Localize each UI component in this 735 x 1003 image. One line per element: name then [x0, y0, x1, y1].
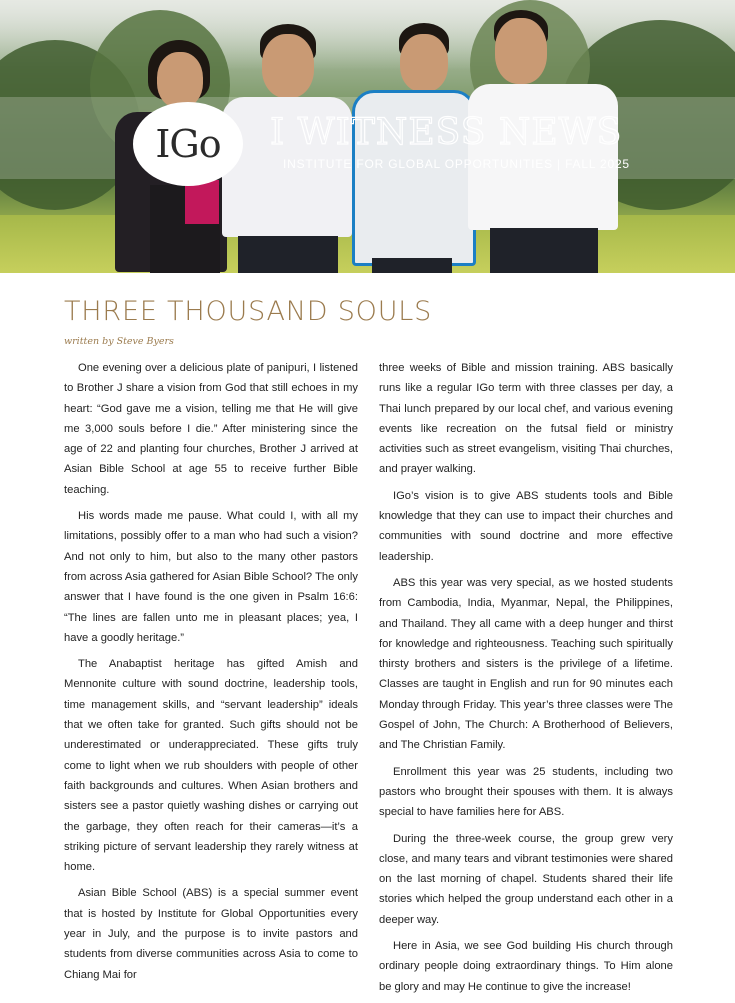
- paragraph: ABS this year was very special, as we hosted students from Cambodia, India, Myanmar, Nepal, the Philippines, and Thailand. They all came with a deep hunger and thirst for knowledge and righteousness. Teaching such spiritually thirsty brothers and sisters is the privilege of a lifetime. Classes are taught in English and run for 90 minutes each Monday through Friday. This year’s three classes were The Gospel of John, The Church: A Brotherhood of Believers, and The Christian Family.: [379, 576, 673, 752]
- paragraph: Here in Asia, we see God building His church through ordinary people doing extraordinary things. To Him alone be glory and may He continue to give the increase!: [379, 940, 673, 993]
- paragraph: The Anabaptist heritage has gifted Amish and Mennonite culture with sound doctrine, leadership tools, time management skills, and “servant leadership” ideals that we often take for granted. Such gifts should not be underestimated or underappreciated. These gifts truly come to light when we rub shoulders with people of other faith backgrounds and cultures. When Asian brothers and sisters see a pastor quietly washing dishes or carrying out the garbage, they often reach for their cameras—it’s a striking picture of servant leadership they rarely witness at home.: [64, 658, 358, 874]
- paragraph: His words made me pause. What could I, with all my limitations, possibly offer to a man who had such a vision? And not only to him, but also to the many other pastors from across Asia gathered for Asian Bible School? The only answer that I have found is the one given in Psalm 16:6: “The lines are fallen unto me in pleasant places; yea, I have a goodly heritage.”: [64, 510, 358, 644]
- article-column-1: [64, 358, 358, 991]
- paragraph: IGo’s vision is to give ABS students tools and Bible knowledge that they can use to impact their churches and communities with sound doctrine and more effective leadership.: [379, 489, 673, 563]
- igo-logo: [133, 102, 243, 186]
- paragraph: Enrollment this year was 25 students, including two pastors who brought their spouses with them. It is always special to have families here for ABS.: [379, 765, 673, 819]
- paragraph: three weeks of Bible and mission training. ABS basically runs like a regular IGo term with three classes per day, a Thai lunch prepared by our local chef, and various evening events like recreation on the futsal field or ministry activities such as street evangelism, visiting Thai churches, and prayer walking.: [379, 362, 673, 476]
- article-column-2: [379, 358, 673, 1003]
- paragraph: During the three-week course, the group grew very close, and many tears and vibrant testimonies were shared on the last morning of chapel. Students shared their life stories which helped the group understand each other in a deeper way.: [379, 832, 673, 926]
- paragraph: One evening over a delicious plate of panipuri, I listened to Brother J share a vision from God that still echoes in my heart: “God gave me a vision, telling me that He will give me 3,000 souls before I die.” After ministering since the age of 22 and planting four churches, Brother J arrived at Asian Bible School at age 55 to receive further Bible teaching.: [64, 362, 358, 496]
- article-title: THREE THOUSAND SOULS: [64, 296, 433, 327]
- publication-subtitle: INSTITUTE FOR GLOBAL OPPORTUNITIES | FALL 2025: [283, 157, 630, 171]
- header-photo: [0, 0, 735, 273]
- article-byline: written by Steve Byers: [64, 336, 174, 347]
- publication-name: I WITNESS NEWS: [270, 112, 623, 153]
- logo-text: IGo: [155, 122, 221, 166]
- paragraph: Asian Bible School (ABS) is a special summer event that is hosted by Institute for Global Opportunities every year in July, and the purpose is to invite pastors and students from diverse communities across Asia to come to Chiang Mai for: [64, 887, 358, 981]
